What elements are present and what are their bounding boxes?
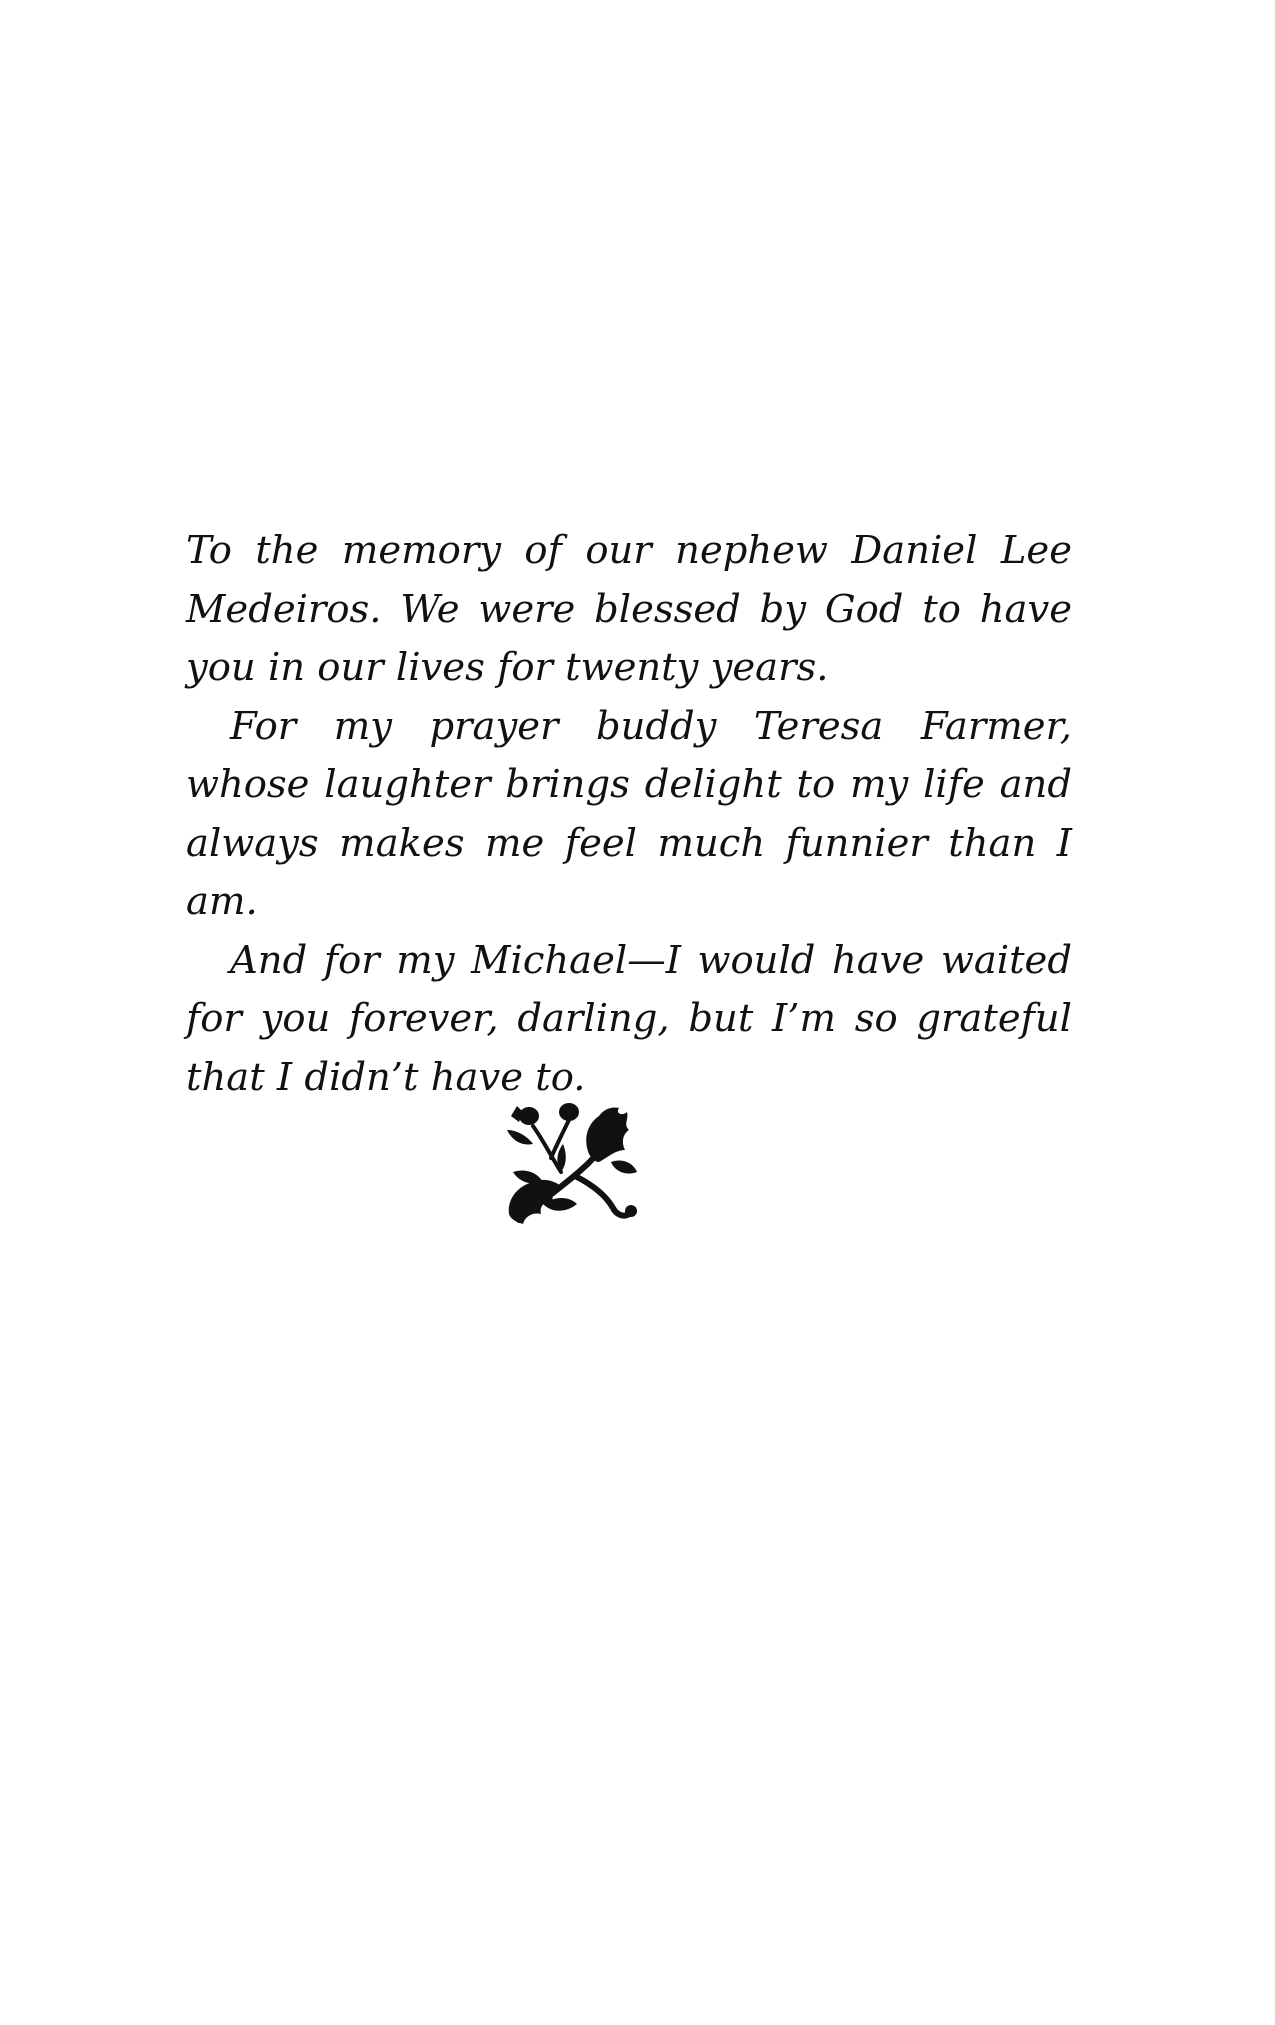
dedication-paragraph-2: For my prayer buddy Teresa Farmer, whose laughter brings delight to my life and always makes me feel much funnier than I am.: [186, 703, 1072, 924]
floral-sprig-icon: [503, 1100, 641, 1228]
dedication-text: [186, 522, 1072, 1107]
dedication-paragraph-1: To the memory of our nephew Daniel Lee Medeiros. We were blessed by God to have you in our lives for twenty years.: [186, 528, 1072, 690]
dedication-paragraph-3: And for my Michael—I would have waited for you forever, darling, but I’m so grateful that I didn’t have to.: [186, 937, 1072, 1100]
